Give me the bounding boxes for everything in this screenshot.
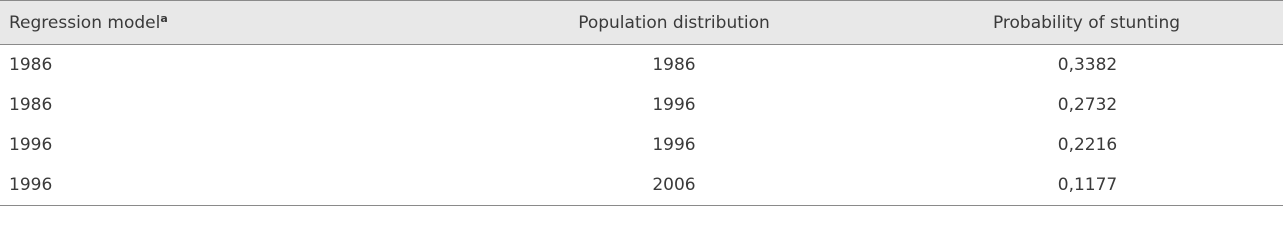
- cell-regression-model: 1986: [9, 95, 53, 115]
- table-row: [0, 85, 1283, 125]
- header-regression-model-label: Regression model: [9, 12, 161, 33]
- header-population-distribution: Population distribution: [420, 1, 850, 45]
- header-regression-model: [0, 1, 420, 45]
- table-row: [0, 165, 1283, 206]
- cell-population-distribution: 2006: [420, 165, 850, 206]
- cell-probability-of-stunting: 0,2732: [1057, 95, 1118, 115]
- cell-probability-of-stunting: 0,2216: [1057, 135, 1118, 155]
- table-body: [0, 45, 1283, 206]
- cell-regression-model: 1996: [0, 165, 420, 206]
- cell-population-distribution: 1996: [652, 135, 696, 155]
- header-row: [0, 1, 1283, 45]
- footnote-marker: a: [160, 11, 168, 25]
- cell-probability-of-stunting: 0,3382: [1057, 55, 1118, 75]
- table-row: [0, 125, 1283, 165]
- cell-probability-of-stunting: 0,1177: [850, 165, 1283, 206]
- header-probability-of-stunting: Probability of stunting: [850, 1, 1283, 45]
- table-row: [0, 45, 1283, 86]
- cell-regression-model: 1996: [9, 135, 53, 155]
- cell-population-distribution: 1996: [652, 95, 696, 115]
- cell-population-distribution: 1986: [652, 55, 696, 75]
- table-header: [0, 1, 1283, 45]
- cell-regression-model: 1986: [9, 55, 53, 75]
